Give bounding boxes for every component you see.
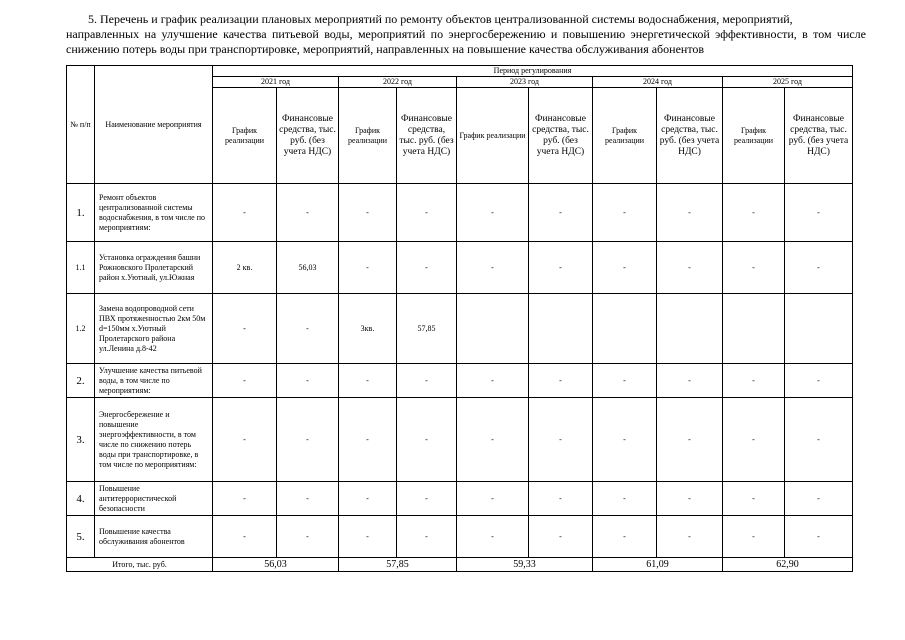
row-num: 4. xyxy=(67,482,95,516)
row-name: Повышение антитеррористической безопасности xyxy=(95,482,213,516)
table-row xyxy=(67,516,853,558)
cell-schedule: - xyxy=(457,516,529,558)
heading-line-rest: направленных на улучшение качества питьевой воды, мероприятий по энергосбережению и повышению энергетической эффективности, в том числе снижению потерь воды при транспортировке, мероприятий, направленных на повышение качества обслуживания абонентов xyxy=(66,27,866,56)
total-value: 57,85 xyxy=(339,558,457,572)
cell-schedule: - xyxy=(213,398,277,482)
cell-finance: - xyxy=(397,184,457,242)
cell-schedule: 2 кв. xyxy=(213,242,277,294)
cell-schedule: - xyxy=(457,184,529,242)
cell-schedule: - xyxy=(723,242,785,294)
cell-schedule: - xyxy=(339,242,397,294)
cell-finance: - xyxy=(529,482,593,516)
cell-finance: 57,85 xyxy=(397,294,457,364)
header-year-2024: 2024 год xyxy=(593,77,723,88)
cell-finance: - xyxy=(397,242,457,294)
cell-schedule: - xyxy=(213,516,277,558)
cell-finance: - xyxy=(277,184,339,242)
row-name: Энергосбережение и повышение энергоэффективности, в том числе по снижению потерь воды при транспортировке, в том числе по мероприятиям: xyxy=(95,398,213,482)
cell-schedule: - xyxy=(339,364,397,398)
header-finance: Финансовые средства, тыс. руб. (без учета НДС) xyxy=(277,88,339,184)
cell-finance: 56,03 xyxy=(277,242,339,294)
row-name: Ремонт объектов централизованной системы водоснабжения, в том числе по мероприятиям: xyxy=(95,184,213,242)
cell-finance: - xyxy=(785,482,853,516)
cell-schedule: - xyxy=(723,364,785,398)
header-year-2025: 2025 год xyxy=(723,77,853,88)
cell-schedule: - xyxy=(723,184,785,242)
cell-finance: - xyxy=(397,516,457,558)
header-finance: Финансовые средства, тыс. руб. (без учета НДС) xyxy=(397,88,457,184)
cell-schedule xyxy=(723,294,785,364)
cell-schedule: - xyxy=(213,482,277,516)
total-value: 56,03 xyxy=(213,558,339,572)
cell-finance: - xyxy=(785,398,853,482)
cell-finance: - xyxy=(657,364,723,398)
cell-schedule: - xyxy=(593,364,657,398)
row-name: Замена водопроводной сети ПВХ протяженностью 2км 50м d=150мм х.Уютный Пролетарского района ул.Ленина д.8-42 xyxy=(95,294,213,364)
header-finance: Финансовые средства, тыс. руб. (без учета НДС) xyxy=(785,88,853,184)
total-row xyxy=(67,558,853,572)
cell-schedule: - xyxy=(339,516,397,558)
cell-finance: - xyxy=(529,398,593,482)
cell-schedule: - xyxy=(213,184,277,242)
row-num: 1. xyxy=(67,184,95,242)
cell-schedule: - xyxy=(457,398,529,482)
cell-schedule: - xyxy=(457,364,529,398)
table-row xyxy=(67,398,853,482)
table-row xyxy=(67,364,853,398)
table-row xyxy=(67,294,853,364)
header-year-2023: 2023 год xyxy=(457,77,593,88)
row-name: Установка ограждения башни Рожновского Пролетарский район х.Уютный, ул.Южная xyxy=(95,242,213,294)
cell-schedule: - xyxy=(593,516,657,558)
section-heading xyxy=(66,12,866,57)
row-num: 3. xyxy=(67,398,95,482)
cell-schedule: - xyxy=(593,242,657,294)
header-num: № п/п xyxy=(67,66,95,184)
row-name: Улучшение качества питьевой воды, в том числе по мероприятиям: xyxy=(95,364,213,398)
plan-table xyxy=(66,65,853,572)
cell-finance: - xyxy=(785,364,853,398)
header-finance: Финансовые средства, тыс. руб. (без учета НДС) xyxy=(529,88,593,184)
table-row xyxy=(67,184,853,242)
cell-schedule: - xyxy=(213,294,277,364)
header-name: Наименование мероприятия xyxy=(95,66,213,184)
cell-schedule: - xyxy=(593,184,657,242)
cell-schedule: - xyxy=(593,482,657,516)
cell-finance: - xyxy=(529,516,593,558)
cell-finance: - xyxy=(397,364,457,398)
header-schedule: График реализации xyxy=(593,88,657,184)
cell-finance: - xyxy=(277,482,339,516)
cell-finance: - xyxy=(657,482,723,516)
cell-schedule: 3кв. xyxy=(339,294,397,364)
heading-line-1: 5. Перечень и график реализации плановых мероприятий по ремонту объектов централизованной системы водоснабжения, мероприятий, xyxy=(88,12,793,26)
header-schedule: График реализации xyxy=(457,88,529,184)
row-num: 2. xyxy=(67,364,95,398)
cell-schedule: - xyxy=(213,364,277,398)
total-value: 62,90 xyxy=(723,558,853,572)
cell-finance: - xyxy=(529,184,593,242)
cell-schedule: - xyxy=(457,482,529,516)
cell-finance: - xyxy=(785,516,853,558)
row-num: 5. xyxy=(67,516,95,558)
cell-finance xyxy=(785,294,853,364)
total-value: 61,09 xyxy=(593,558,723,572)
total-label: Итого, тыс. руб. xyxy=(67,558,213,572)
cell-finance: - xyxy=(529,364,593,398)
cell-schedule: - xyxy=(339,482,397,516)
table-row xyxy=(67,242,853,294)
header-finance: Финансовые средства, тыс. руб. (без учета НДС) xyxy=(657,88,723,184)
cell-schedule xyxy=(457,294,529,364)
table-row xyxy=(67,482,853,516)
cell-finance xyxy=(529,294,593,364)
header-schedule: График реализации xyxy=(213,88,277,184)
cell-schedule: - xyxy=(723,398,785,482)
header-year-2021: 2021 год xyxy=(213,77,339,88)
total-value: 59,33 xyxy=(457,558,593,572)
row-num: 1.1 xyxy=(67,242,95,294)
cell-finance: - xyxy=(277,398,339,482)
cell-schedule xyxy=(593,294,657,364)
cell-schedule: - xyxy=(723,482,785,516)
header-period: Период регулирования xyxy=(213,66,853,77)
cell-finance: - xyxy=(657,242,723,294)
cell-finance: - xyxy=(657,184,723,242)
cell-finance: - xyxy=(657,398,723,482)
cell-finance: - xyxy=(277,294,339,364)
cell-finance: - xyxy=(785,184,853,242)
cell-finance xyxy=(657,294,723,364)
row-num: 1.2 xyxy=(67,294,95,364)
cell-schedule: - xyxy=(723,516,785,558)
cell-schedule: - xyxy=(339,184,397,242)
header-schedule: График реализации xyxy=(723,88,785,184)
cell-finance: - xyxy=(529,242,593,294)
cell-finance: - xyxy=(277,364,339,398)
header-schedule: График реализации xyxy=(339,88,397,184)
cell-schedule: - xyxy=(593,398,657,482)
cell-finance: - xyxy=(785,242,853,294)
cell-finance: - xyxy=(397,482,457,516)
cell-schedule: - xyxy=(339,398,397,482)
cell-finance: - xyxy=(657,516,723,558)
cell-schedule: - xyxy=(457,242,529,294)
header-year-2022: 2022 год xyxy=(339,77,457,88)
cell-finance: - xyxy=(277,516,339,558)
cell-finance: - xyxy=(397,398,457,482)
row-name: Повышение качества обслуживания абонентов xyxy=(95,516,213,558)
